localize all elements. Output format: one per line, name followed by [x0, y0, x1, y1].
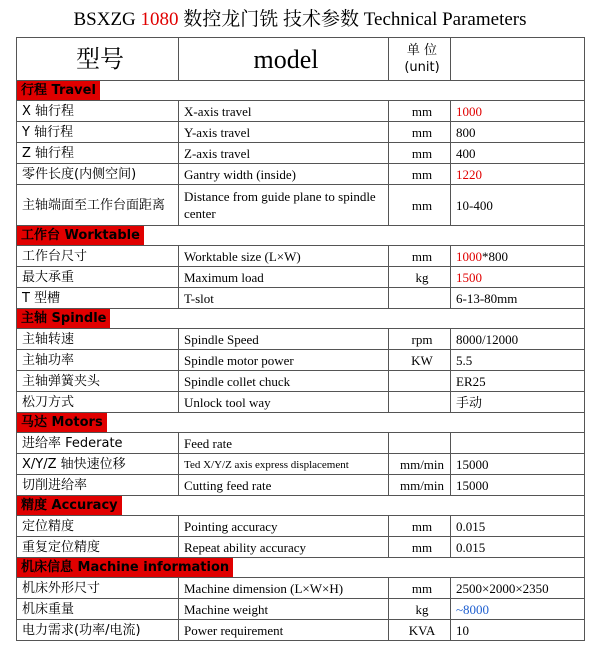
spec-name-en	[179, 350, 389, 371]
spec-unit: KVA	[389, 620, 451, 641]
spec-name-cn: 主轴弹簧夹头	[17, 371, 179, 392]
spec-row	[17, 620, 585, 641]
spec-name-cn: 重复定位精度	[17, 537, 179, 558]
header-row	[17, 38, 585, 81]
section-label: 机床信息 Machine information	[17, 558, 233, 577]
spec-name-cn: T 型槽	[17, 288, 179, 309]
spec-name-en-text: Machine weight	[184, 601, 269, 617]
section-label: 主轴 Spindle	[17, 309, 110, 328]
spec-value	[451, 164, 585, 185]
spec-name-cn: 电力需求(功率/电流)	[17, 620, 179, 641]
spec-name-cn: Z 轴行程	[17, 143, 179, 164]
spec-name-cn: 机床重量	[17, 599, 179, 620]
spec-name-en-text: Cutting feed rate	[184, 477, 272, 493]
spec-value	[451, 350, 585, 371]
section-header-cell	[17, 558, 585, 578]
spec-name-en-text: Z-axis travel	[184, 145, 251, 161]
spec-name-cn: 主轴功率	[17, 350, 179, 371]
spec-row	[17, 475, 585, 496]
section-header-cell	[17, 496, 585, 516]
header-model-en: model	[179, 38, 389, 81]
spec-value-text: 0.015	[456, 518, 486, 534]
spec-value-text: ~8000	[456, 601, 490, 617]
section-header-row	[17, 558, 585, 578]
spec-name-cn: X 轴行程	[17, 101, 179, 122]
spec-unit: mm	[389, 578, 451, 599]
header-unit-en: (unit)	[404, 60, 440, 75]
spec-name-en	[179, 620, 389, 641]
spec-name-cn: 主轴端面至工作台面距离	[17, 185, 179, 226]
document-title	[0, 4, 600, 31]
spec-name-en	[179, 371, 389, 392]
spec-value-text: 5.5	[456, 352, 473, 368]
spec-value	[451, 143, 585, 164]
spec-value	[451, 122, 585, 143]
spec-name-en	[179, 288, 389, 309]
spec-value	[451, 578, 585, 599]
spec-unit: mm	[389, 537, 451, 558]
spec-value	[451, 101, 585, 122]
section-header-cell	[17, 309, 585, 329]
spec-unit: mm	[389, 143, 451, 164]
spec-name-en-text: Machine dimension (L×W×H)	[184, 580, 344, 596]
title-suffix: 数控龙门铣 技术参数 Technical Parameters	[178, 9, 527, 30]
spec-value-text: 10-400	[456, 197, 493, 213]
spec-name-en	[179, 475, 389, 496]
spec-value-text: 1220	[456, 166, 482, 182]
spec-row	[17, 267, 585, 288]
spec-unit: mm	[389, 246, 451, 267]
spec-name-en-text: Feed rate	[184, 435, 233, 451]
spec-name-en	[179, 578, 389, 599]
spec-unit	[389, 288, 451, 309]
section-label: 行程 Travel	[17, 81, 100, 100]
spec-name-en-text: Repeat ability accuracy	[184, 539, 306, 555]
spec-value-text: 0.015	[456, 539, 486, 555]
spec-name-cn: 松刀方式	[17, 392, 179, 413]
spec-value	[451, 620, 585, 641]
spec-name-en	[179, 537, 389, 558]
spec-name-en-text: Spindle motor power	[184, 352, 294, 368]
spec-name-en-text: Power requirement	[184, 622, 284, 638]
spec-unit: KW	[389, 350, 451, 371]
spec-name-en-text: Y-axis travel	[184, 124, 251, 140]
spec-name-en	[179, 246, 389, 267]
spec-row	[17, 329, 585, 350]
spec-name-en	[179, 185, 389, 226]
spec-name-en-text: Worktable size (L×W)	[184, 248, 301, 264]
spec-name-en	[179, 392, 389, 413]
spec-name-en	[179, 122, 389, 143]
spec-value-text: 10	[456, 622, 469, 638]
spec-name-en-text: Pointing accuracy	[184, 518, 278, 534]
section-label: 马达 Motors	[17, 413, 107, 432]
spec-unit: mm	[389, 122, 451, 143]
spec-name-en-text: Spindle collet chuck	[184, 373, 291, 389]
spec-row	[17, 599, 585, 620]
spec-unit: kg	[389, 267, 451, 288]
spec-row	[17, 392, 585, 413]
spec-row	[17, 101, 585, 122]
spec-row	[17, 537, 585, 558]
spec-value-text: 15000	[456, 477, 489, 493]
spec-name-cn: 最大承重	[17, 267, 179, 288]
section-header-row	[17, 309, 585, 329]
section-header-row	[17, 226, 585, 246]
spec-row	[17, 185, 585, 226]
spec-name-en-text: X-axis travel	[184, 103, 252, 119]
spec-name-en-text: Maximum load	[184, 269, 264, 285]
spec-name-cn: 主轴转速	[17, 329, 179, 350]
spec-name-cn: 进给率 Federate	[17, 433, 179, 454]
spec-row	[17, 122, 585, 143]
spec-value	[451, 433, 585, 454]
spec-value-text: 400	[456, 145, 476, 161]
spec-name-en-text: T-slot	[184, 290, 214, 306]
spec-row	[17, 433, 585, 454]
spec-value	[451, 329, 585, 350]
spec-unit: mm	[389, 164, 451, 185]
spec-table-body	[17, 38, 585, 641]
spec-name-cn: X/Y/Z 轴快速位移	[17, 454, 179, 475]
spec-name-en-text: Spindle Speed	[184, 331, 259, 347]
spec-row	[17, 164, 585, 185]
spec-name-en	[179, 143, 389, 164]
spec-row	[17, 350, 585, 371]
spec-value-text: 6-13-80mm	[456, 290, 518, 306]
section-header-cell	[17, 81, 585, 101]
spec-unit: mm/min	[389, 454, 451, 475]
spec-name-en	[179, 599, 389, 620]
spec-row	[17, 454, 585, 475]
spec-value-text: ER25	[456, 373, 486, 389]
spec-name-cn: 工作台尺寸	[17, 246, 179, 267]
spec-name-cn: 机床外形尺寸	[17, 578, 179, 599]
spec-row	[17, 371, 585, 392]
spec-name-cn: 切削进给率	[17, 475, 179, 496]
spec-name-en	[179, 516, 389, 537]
section-header-cell	[17, 226, 585, 246]
spec-value	[451, 516, 585, 537]
spec-value-text: 2500×2000×2350	[456, 580, 549, 596]
header-unit	[389, 38, 451, 81]
spec-name-en	[179, 164, 389, 185]
spec-name-en-text: Distance from guide plane to spindle center	[184, 189, 376, 221]
spec-unit: mm	[389, 101, 451, 122]
spec-name-en	[179, 267, 389, 288]
spec-name-en	[179, 454, 389, 475]
spec-name-en-text: Unlock tool way	[184, 394, 271, 410]
spec-value	[451, 454, 585, 475]
spec-value	[451, 246, 585, 267]
spec-value	[451, 599, 585, 620]
spec-value-text: 15000	[456, 456, 489, 472]
spec-value	[451, 537, 585, 558]
spec-value	[451, 392, 585, 413]
section-header-row	[17, 413, 585, 433]
spec-name-cn: 定位精度	[17, 516, 179, 537]
spec-name-en	[179, 329, 389, 350]
spec-unit	[389, 371, 451, 392]
section-header-row	[17, 496, 585, 516]
spec-name-en	[179, 101, 389, 122]
spec-value	[451, 475, 585, 496]
spec-unit: mm	[389, 185, 451, 226]
section-label: 工作台 Worktable	[17, 226, 144, 245]
spec-row	[17, 246, 585, 267]
spec-unit: kg	[389, 599, 451, 620]
spec-value	[451, 371, 585, 392]
spec-name-en-text: Gantry width (inside)	[184, 166, 296, 182]
spec-value-text: 1000	[456, 248, 482, 264]
spec-name-cn: Y 轴行程	[17, 122, 179, 143]
title-prefix: BSXZG	[73, 9, 141, 30]
spec-value	[451, 288, 585, 309]
spec-unit: mm	[389, 516, 451, 537]
header-value	[451, 38, 585, 81]
section-header-cell	[17, 413, 585, 433]
spec-row	[17, 288, 585, 309]
spec-unit	[389, 392, 451, 413]
spec-name-en	[179, 433, 389, 454]
spec-value-text: 800	[456, 124, 476, 140]
spec-name-en-text: Ted X/Y/Z axis express displacement	[184, 458, 349, 471]
spec-value-text: 8000/12000	[456, 331, 519, 347]
spec-value-text: 1000	[456, 103, 482, 119]
spec-unit: mm/min	[389, 475, 451, 496]
section-header-row	[17, 81, 585, 101]
spec-value-suffix: *800	[482, 248, 508, 264]
section-label: 精度 Accuracy	[17, 496, 122, 515]
spec-value	[451, 185, 585, 226]
spec-name-cn: 零件长度(内侧空间)	[17, 164, 179, 185]
spec-unit	[389, 433, 451, 454]
spec-value-text: 手动	[456, 394, 483, 410]
header-model-cn: 型号	[17, 38, 179, 81]
header-unit-cn: 单 位	[406, 43, 438, 58]
spec-value	[451, 267, 585, 288]
spec-row	[17, 516, 585, 537]
spec-table	[16, 37, 585, 641]
spec-unit: rpm	[389, 329, 451, 350]
spec-row	[17, 143, 585, 164]
spec-value-text: 1500	[456, 269, 482, 285]
title-model-number: 1080	[140, 9, 179, 30]
spec-row	[17, 578, 585, 599]
